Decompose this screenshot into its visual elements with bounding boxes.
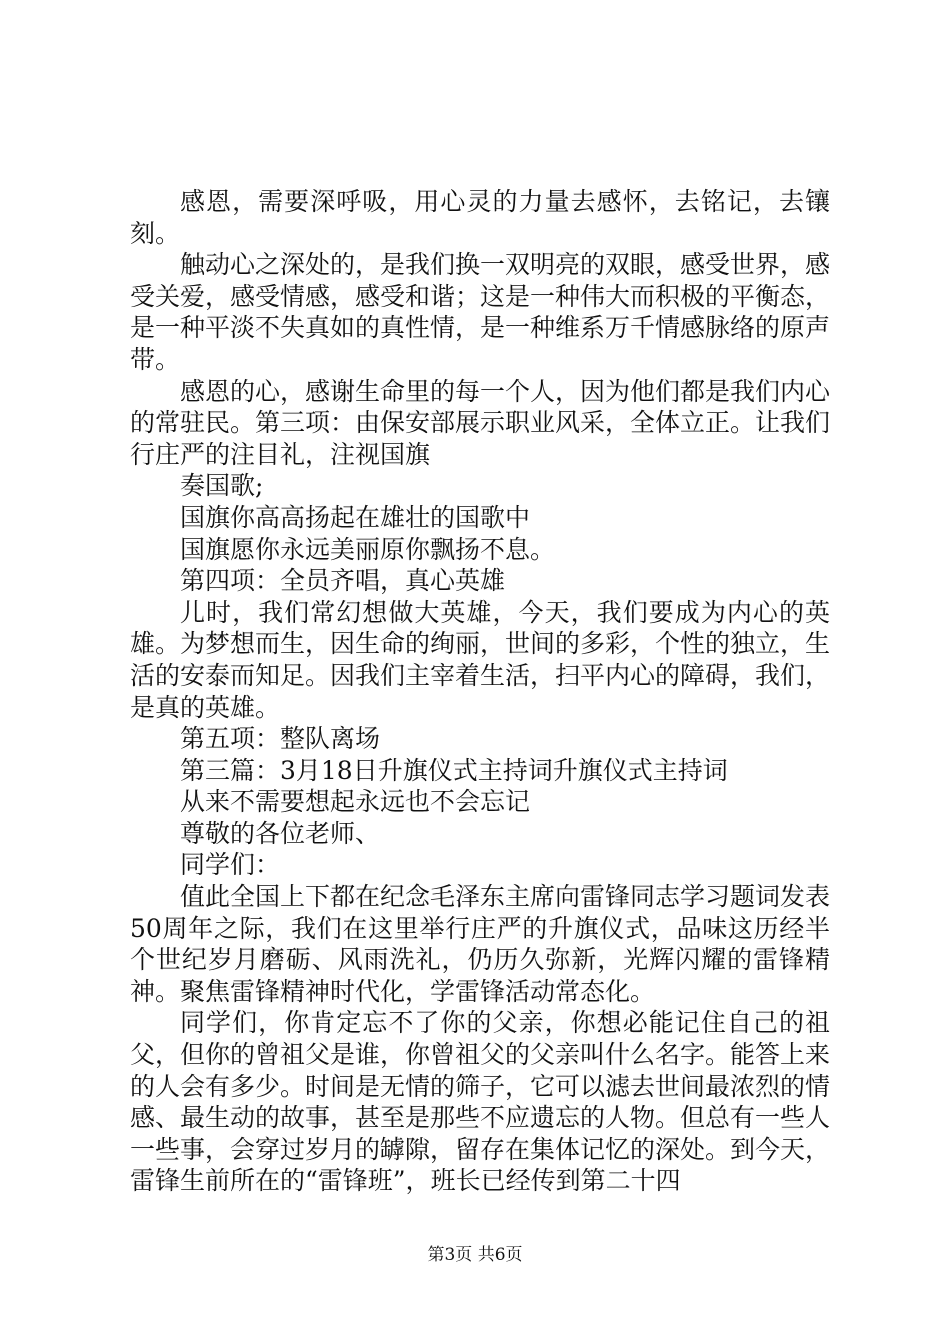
- page-number-footer: 第3页 共6页: [427, 1245, 523, 1265]
- section-heading: 第四项：全员齐唱，真心英雄: [180, 566, 506, 596]
- salutation: 尊敬的各位老师、: [180, 818, 381, 848]
- paragraph: 触动心之深处的，是我们换一双明亮的双眼，感受世界，感受关爱，感受情感，感受和谐；这是一种伟大而积极的平衡态，是一种平淡不失真如的真性情，是一种维系万千情感脉络的原声带。: [130, 250, 831, 374]
- paragraph: 国旗你高高扬起在雄壮的国歌中: [180, 502, 531, 532]
- paragraph: 感恩的心，感谢生命里的每一个人，因为他们都是我们内心的常驻民。第三项：由保安部展示职业风采，全体立正。让我们行庄严的注目礼，注视国旗: [130, 376, 831, 469]
- salutation: 同学们：: [180, 850, 281, 880]
- paragraph: 同学们，你肯定忘不了你的父亲，你想必能记住自己的祖父，但你的曾祖父是谁，你曾祖父的父亲叫什么名字。能答上来的人会有多少。时间是无情的筛子，它可以滤去世间最浓烈的情感、最生动的故事，甚至是那些不应遗忘的人物。但总有一些人一些事，会穿过岁月的罅隙，留存在集体记忆的深处。到今天，雷锋生前所在的“雷锋班”，班长已经传到第二十四: [130, 1008, 831, 1196]
- paragraph: 国旗愿你永远美丽原你飘扬不息。: [180, 534, 556, 564]
- paragraph: 值此全国上下都在纪念毛泽东主席向雷锋同志学习题词发表50周年之际，我们在这里举行庄严的升旗仪式，品味这历经半个世纪岁月磨砺、风雨洗礼，仍历久弥新，光辉闪耀的雷锋精神。聚焦雷锋精神时代化，学雷锋活动常态化。: [130, 882, 831, 1006]
- document-body: [130, 186, 830, 1197]
- chapter-title: 第三篇：3月18日升旗仪式主持词升旗仪式主持词: [180, 755, 728, 785]
- paragraph: 儿时，我们常幻想做大英雄，今天，我们要成为内心的英雄。为梦想而生，因生命的绚丽，世间的多彩，个性的独立，生活的安泰而知足。因我们主宰着生活，扫平内心的障碍，我们，是真的英雄。: [130, 597, 831, 722]
- paragraph: 从来不需要想起永远也不会忘记: [180, 787, 531, 817]
- paragraph: 感恩，需要深呼吸，用心灵的力量去感怀，去铭记，去镶刻。: [130, 187, 830, 248]
- paragraph: 奏国歌;: [180, 471, 264, 501]
- section-heading: 第五项：整队离场: [180, 724, 381, 754]
